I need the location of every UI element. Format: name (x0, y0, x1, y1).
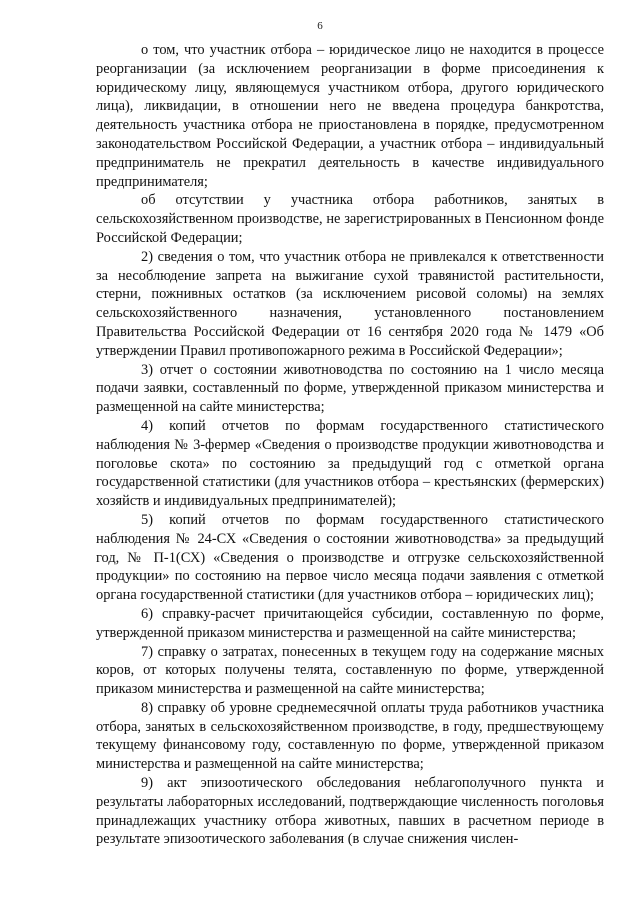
paragraph-item-9: 9) акт эпизоотического обследования неблагополучного пункта и результаты лабораторных исследований, подтверждающие численность поголовья принадлежащих участнику отбора животных, павших в расчетном периоде в результате эпизоотического заболевания (в случае снижения числен- (96, 775, 604, 848)
paragraph-item-7: 7) справку о затратах, понесенных в текущем году на содержание мясных коров, от которых получены телята, составленную по форме, утвержденной приказом министерства и размещенной на сайте министерства; (96, 643, 604, 698)
paragraph-reorganization: о том, что участник отбора – юридическое лицо не находится в процессе реорганизации (за исключением реорганизации в форме присоединения к юридическому лицу, являющемуся участником отбора, другого юридического лица), ликвидации, в отношении него не введена процедура банкротства, деятельность участника отбора не приостановлена в порядке, предусмотренном законодательством Российской Федерации, а участник отбора – индивидуальный предприниматель не прекратил деятельность в качестве индивидуального предпринимателя; (96, 42, 604, 190)
paragraph-item-3: 3) отчет о состоянии животноводства по состоянию на 1 число месяца подачи заявки, составленный по форме, утвержденной приказом министерства и размещенной на сайте министерства; (96, 361, 604, 416)
document-body (96, 41, 604, 849)
paragraph-item-4: 4) копий отчетов по формам государственного статистического наблюдения № 3-фермер «Сведения о производстве продукции животноводства и поголовье скота» по состоянию за предыдущий год с отметкой органа государственной статистики (для участников отбора – крестьянских (фермерских) хозяйств и индивидуальных предпринимателей); (96, 417, 604, 510)
paragraph-item-8: 8) справку об уровне среднемесячной оплаты труда работников участника отбора, занятых в сельскохозяйственном производстве, в году, предшествующему текущему финансовому году, составленную по форме, утвержденной приказом министерства и размещенной на сайте министерства; (96, 699, 604, 773)
paragraph-item-2: 2) сведения о том, что участник отбора не привлекался к ответственности за несоблюдение запрета на выжигание сухой травянистой растительности, стерни, пожнивных остатков (за исключением рисовой соломы) на землях сельскохозяйственного назначения, установленного постановлением Правительства Российской Федерации от 16 сентября 2020 года № 1479 «Об утверждении Правил противопожарного режима в Российской Федерации»; (96, 248, 604, 359)
page-number: 6 (317, 20, 323, 32)
paragraph-item-6: 6) справку-расчет причитающейся субсидии, составленную по форме, утвержденной приказом министерства и размещенной на сайте министерства; (96, 605, 604, 641)
paragraph-item-5: 5) копий отчетов по формам государственного статистического наблюдения № 24-СХ «Сведения о состоянии животноводства» за предыдущий год, № П-1(СХ) «Сведения о производстве и отгрузке сельскохозяйственной продукции» по состоянию на первое число месяца подачи заявления с отметкой органа государственной статистики (для участников отбора – юридических лиц); (96, 511, 604, 604)
paragraph-no-unregistered-workers: об отсутствии у участника отбора работников, занятых в сельскохозяйственном производстве, не зарегистрированных в Пенсионном фонде Российской Федерации; (96, 192, 604, 246)
